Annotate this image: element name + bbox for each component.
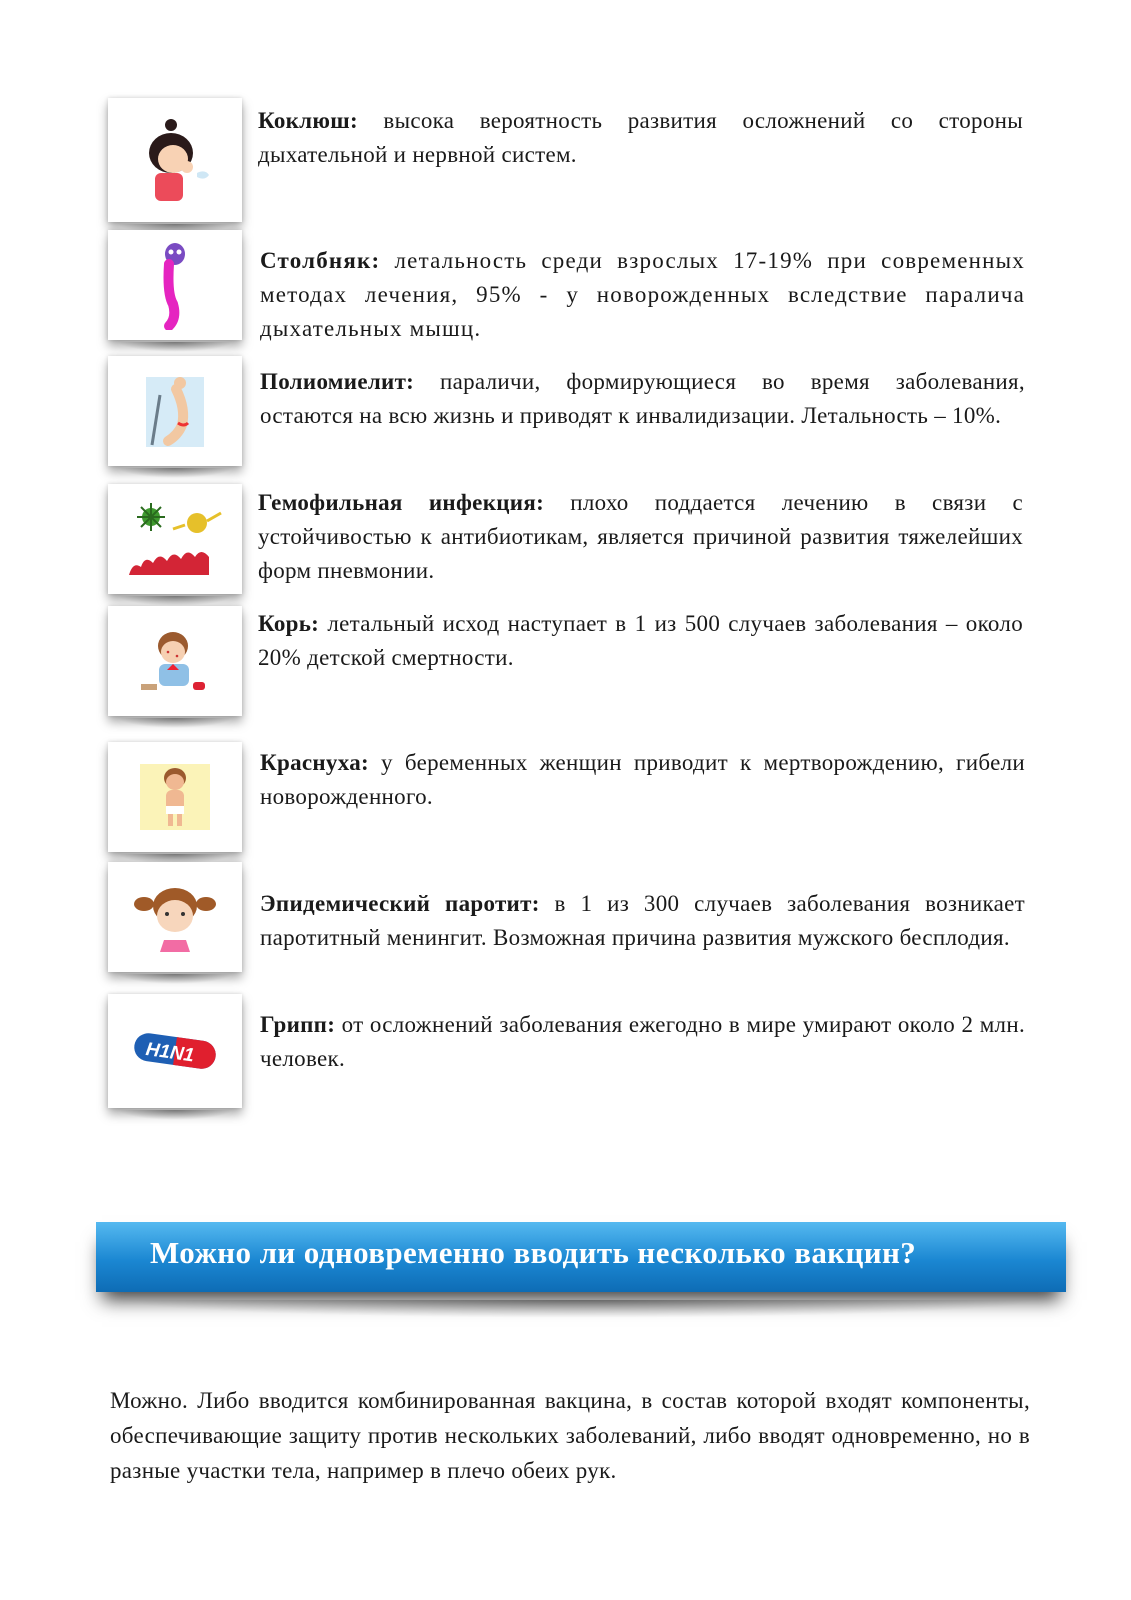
svg-text:H1N1: H1N1 [144,1039,196,1067]
child-coughing-icon [135,115,215,205]
disease-name: Коклюш: [258,108,358,133]
card-mumps [108,862,242,972]
card-fold [118,718,232,728]
answer-paragraph: Можно. Либо вводится комбинированная вакцина, в состав которой входят компоненты, обеспечивающие защиту против нескольких заболеваний, либо вводят одновременно, но в разные участки тела, например в плечо обеих рук. [110,1388,1030,1483]
card-fold [118,974,232,984]
card-tetanus [108,230,242,340]
microbes-icon [125,499,225,579]
disease-name: Эпидемический паротит: [260,891,540,916]
disease-description: летальный исход наступает в 1 из 500 случаев заболевания – около 20% детской смертности. [258,611,1023,670]
baby-with-rash-icon [138,762,212,832]
disease-description: летальность среди взрослых 17-19% при современных методах лечения, 95% - у новорожденных вследствие паралича дыхательных мышц. [260,248,1025,341]
disease-pertussis [258,104,1023,172]
bacterium-icon [155,240,195,330]
card-polio [108,356,242,466]
disease-name: Корь: [258,611,320,636]
banner-shadow [120,1300,1040,1318]
card-fold [118,596,232,606]
disease-name: Столбняк: [260,248,381,273]
card-pertussis [108,98,242,222]
disease-name: Полиомиелит: [260,369,415,394]
disease-name: Краснуха: [260,750,369,775]
disease-description: у беременных женщин приводит к мертворождению, гибели новорожденного. [260,750,1025,809]
disease-measles [258,607,1023,675]
card-measles [108,606,242,716]
card-fold [118,1110,232,1120]
disease-flu [260,1008,1025,1076]
person-with-crutch-icon [140,371,210,451]
disease-description: в 1 из 300 случаев заболевания возникает паротитный менингит. Возможная причина развития мужского бесплодия. [260,891,1025,950]
question-banner [96,1222,1066,1292]
disease-haemophilus [258,486,1023,588]
card-haemophilus [108,484,242,594]
disease-rubella [260,746,1025,814]
card-fold [118,468,232,478]
girl-swollen-cheeks-icon [130,882,220,952]
h1n1-capsule-icon [130,1029,220,1073]
card-flu [108,994,242,1108]
disease-description: от осложнений заболевания ежегодно в мире умирают около 2 млн. человек. [260,1012,1025,1071]
disease-description: параличи, формирующиеся во время заболевания, остаются на всю жизнь и приводят к инвалидизации. Летальность – 10%. [260,369,1025,428]
disease-polio [260,365,1025,433]
disease-description: плохо поддается лечению в связи с устойчивостью к антибиотикам, является причиной развития тяжелейших форм пневмонии. [258,490,1023,583]
disease-name: Гемофильная инфекция: [258,490,545,515]
disease-mumps [260,887,1025,955]
card-fold [118,342,232,352]
disease-description: высока вероятность развития осложнений со стороны дыхательной и нервной систем. [258,108,1023,167]
disease-tetanus [260,244,1025,346]
question-title: Можно ли одновременно вводить несколько вакцин? [150,1235,917,1270]
card-rubella [108,742,242,852]
disease-name: Грипп: [260,1012,336,1037]
sick-child-icon [135,626,215,696]
